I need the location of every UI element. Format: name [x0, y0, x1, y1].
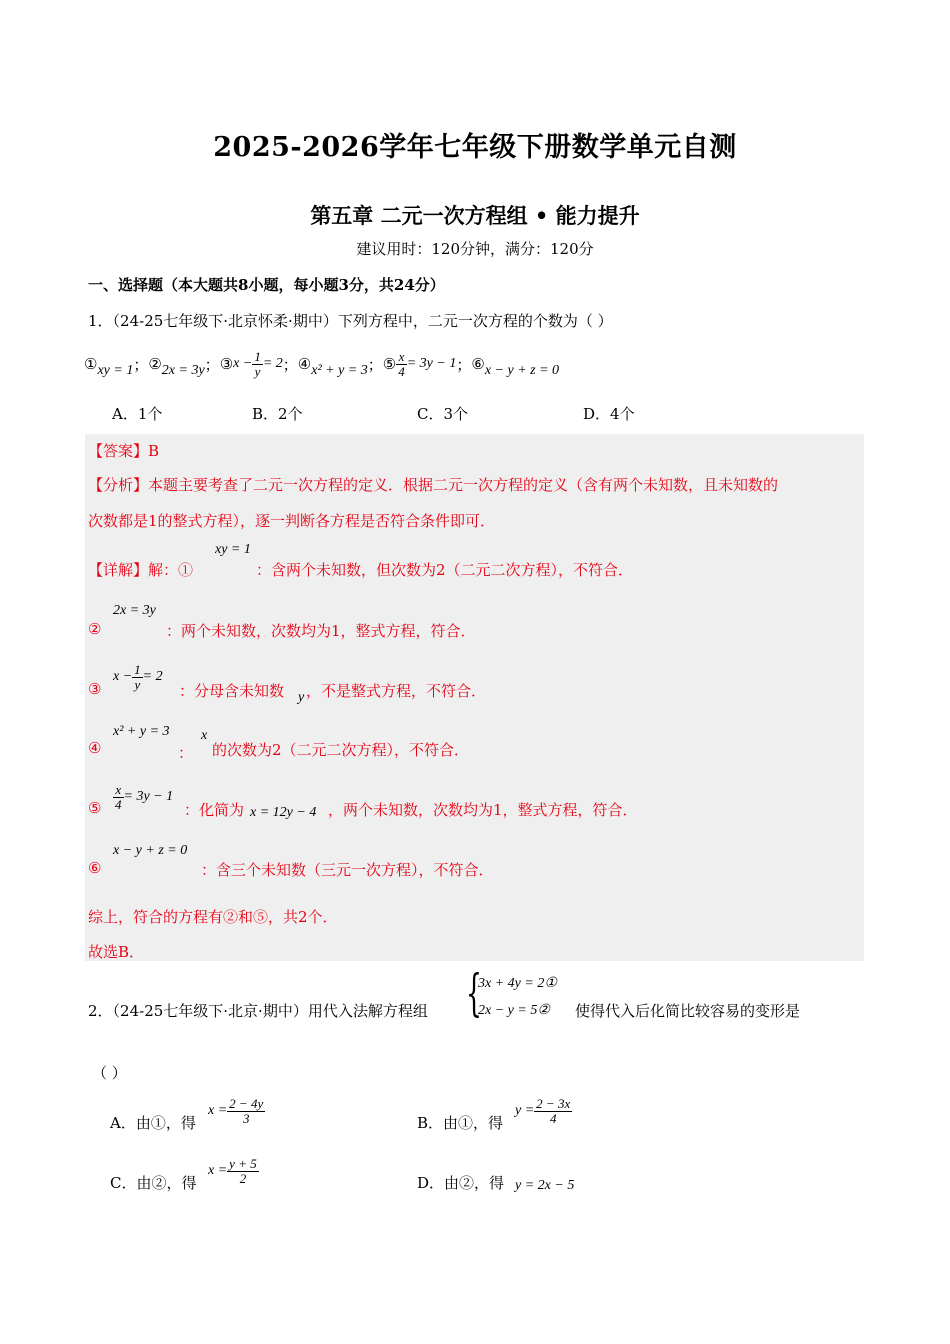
q2-option-d-formula: y = 2x − 5	[515, 1178, 575, 1193]
question-1-stem: 1．（24-25七年级下·北京怀柔·期中）下列方程中，二元一次方程的个数为（ ）	[88, 312, 613, 330]
fraction-numerator: 2 − 3x	[536, 1096, 571, 1111]
fraction-numerator: 1	[134, 662, 141, 677]
answer-label: 【答案】B	[88, 442, 160, 460]
detail-5-text: ：化简为	[184, 801, 245, 819]
eq-6: x − y + z = 0	[484, 363, 560, 378]
q2-option-c-label: C．由②，得	[110, 1174, 197, 1192]
detail-4-text: 的次数为2（二元二次方程），不符合．	[212, 741, 470, 759]
fraction	[534, 1097, 572, 1125]
formula-lhs: x =	[208, 1163, 228, 1179]
detail-5-equation-2: x = 12y − 4	[250, 805, 317, 820]
fraction-denominator: y	[254, 363, 261, 379]
eq-3-post: = 2	[262, 356, 283, 371]
q2-option-b-label: B．由①，得	[417, 1114, 504, 1132]
fraction-denominator: 3	[242, 1110, 250, 1126]
detail-2-mark: ②	[88, 620, 102, 638]
detail-6-text: ：含三个未知数（三元一次方程），不符合．	[201, 861, 494, 879]
analysis-line-2: 次数都是1的整式方程），逐一判断各方程是否符合条件即可．	[88, 512, 496, 530]
fraction-numerator: x	[396, 350, 407, 365]
detail-3-tail: ，不是整式方程，不符合．	[306, 682, 487, 700]
fraction-numerator: x	[113, 783, 124, 798]
fraction-denominator: 2	[239, 1170, 247, 1186]
detail-label: 【详解】解：①	[88, 561, 194, 579]
fraction-denominator: 4	[398, 363, 405, 379]
fraction	[113, 783, 124, 811]
detail-3-variable: y	[298, 690, 305, 705]
conclusion: 综上，符合的方程有②和⑤，共2个．	[88, 908, 338, 926]
fraction-numerator: 2 − 4y	[229, 1096, 264, 1111]
detail-3-equation	[113, 663, 163, 691]
system-equation-2: 2x − y = 5②	[478, 1003, 550, 1018]
option-a: A．1个	[112, 405, 163, 423]
eq-post: = 2	[142, 669, 163, 685]
section-heading: 一、选择题（本大题共8小题，每小题3分，共24分）	[88, 276, 445, 294]
page-title: 2025-2026学年七年级下册数学单元自测	[213, 132, 737, 163]
detail-1-text: ：含两个未知数，但次数为2（二元二次方程），不符合．	[256, 561, 634, 579]
eq-pre: x −	[113, 669, 133, 685]
eq-sep: ；	[282, 355, 298, 374]
detail-4-colon: ：	[178, 744, 194, 762]
eq-2: 2x = 3y	[161, 363, 205, 378]
detail-1-equation: xy = 1	[215, 542, 251, 557]
option-b: B．2个	[252, 405, 303, 423]
eq-3-pre: x −	[233, 356, 253, 371]
choose-answer: 故选B．	[88, 943, 145, 961]
eq-sep: ；	[133, 355, 149, 374]
detail-3-text: ：分母含未知数	[179, 682, 285, 700]
fraction-denominator: 4	[549, 1110, 557, 1126]
fraction-denominator: y	[134, 676, 141, 692]
fraction-numerator: 1	[254, 348, 261, 364]
question-2-stem-tail: 使得代入后化简比较容易的变形是	[575, 1002, 801, 1020]
fraction-numerator: y + 5	[229, 1156, 257, 1171]
system-brace: {	[466, 964, 482, 1022]
detail-5-mark: ⑤	[88, 799, 102, 817]
eq-3-fraction	[252, 350, 263, 378]
eq-1: xy = 1	[97, 363, 134, 378]
eq-mark-1: ①	[84, 355, 98, 373]
formula-lhs: x =	[208, 1103, 228, 1119]
detail-4-variable: x	[201, 728, 208, 743]
detail-4-mark: ④	[88, 739, 102, 757]
q2-option-a-formula	[208, 1097, 265, 1125]
option-c: C．3个	[417, 405, 469, 423]
system-equation-1: 3x + 4y = 2①	[478, 976, 557, 991]
detail-5-tail: ，两个未知数，次数均为1，整式方程，符合．	[328, 801, 638, 819]
chapter-title: 第五章 二元一次方程组 • 能力提升	[310, 203, 640, 228]
detail-6-equation: x − y + z = 0	[113, 843, 188, 858]
eq-mark-2: ②	[148, 355, 162, 373]
q2-option-a-label: A．由①，得	[110, 1114, 196, 1132]
detail-3-mark: ③	[88, 680, 102, 698]
time-score-meta: 建议用时：120分钟，满分：120分	[356, 240, 594, 258]
eq-post: = 3y − 1	[123, 789, 174, 805]
eq-sep: ；	[456, 355, 472, 374]
question-2-paren: （ ）	[92, 1064, 127, 1082]
detail-6-mark: ⑥	[88, 859, 102, 877]
formula-lhs: y =	[515, 1103, 535, 1119]
eq-5-post: = 3y − 1	[406, 356, 457, 371]
detail-2-text: ：两个未知数，次数均为1，整式方程，符合．	[166, 622, 476, 640]
fraction-denominator: 4	[115, 796, 122, 812]
q2-option-c-formula	[208, 1157, 259, 1185]
eq-5-fraction	[396, 350, 407, 378]
eq-mark-3: ③	[219, 355, 234, 373]
question-2-stem: 2．（24-25七年级下·北京·期中）用代入法解方程组	[88, 1002, 428, 1020]
eq-sep: ；	[367, 355, 383, 374]
eq-mark-6: ⑥	[471, 355, 485, 373]
q2-option-b-formula	[515, 1097, 572, 1125]
q2-option-d-label: D．由②，得	[417, 1174, 505, 1192]
eq-mark-4: ④	[297, 355, 312, 373]
detail-5-equation	[113, 783, 173, 811]
question-1-equations	[84, 343, 559, 385]
detail-4-equation: x² + y = 3	[113, 724, 170, 739]
option-d: D．4个	[583, 405, 635, 423]
analysis-line-1: 【分析】本题主要考查了二元一次方程的定义．根据二元一次方程的定义（含有两个未知数，且未知数的	[88, 476, 779, 494]
fraction	[227, 1097, 265, 1125]
eq-sep: ；	[204, 355, 220, 374]
fraction	[132, 663, 143, 691]
eq-mark-5: ⑤	[382, 355, 397, 373]
detail-2-equation: 2x = 3y	[113, 603, 156, 618]
fraction	[227, 1157, 259, 1185]
eq-4: x² + y = 3	[311, 363, 368, 378]
